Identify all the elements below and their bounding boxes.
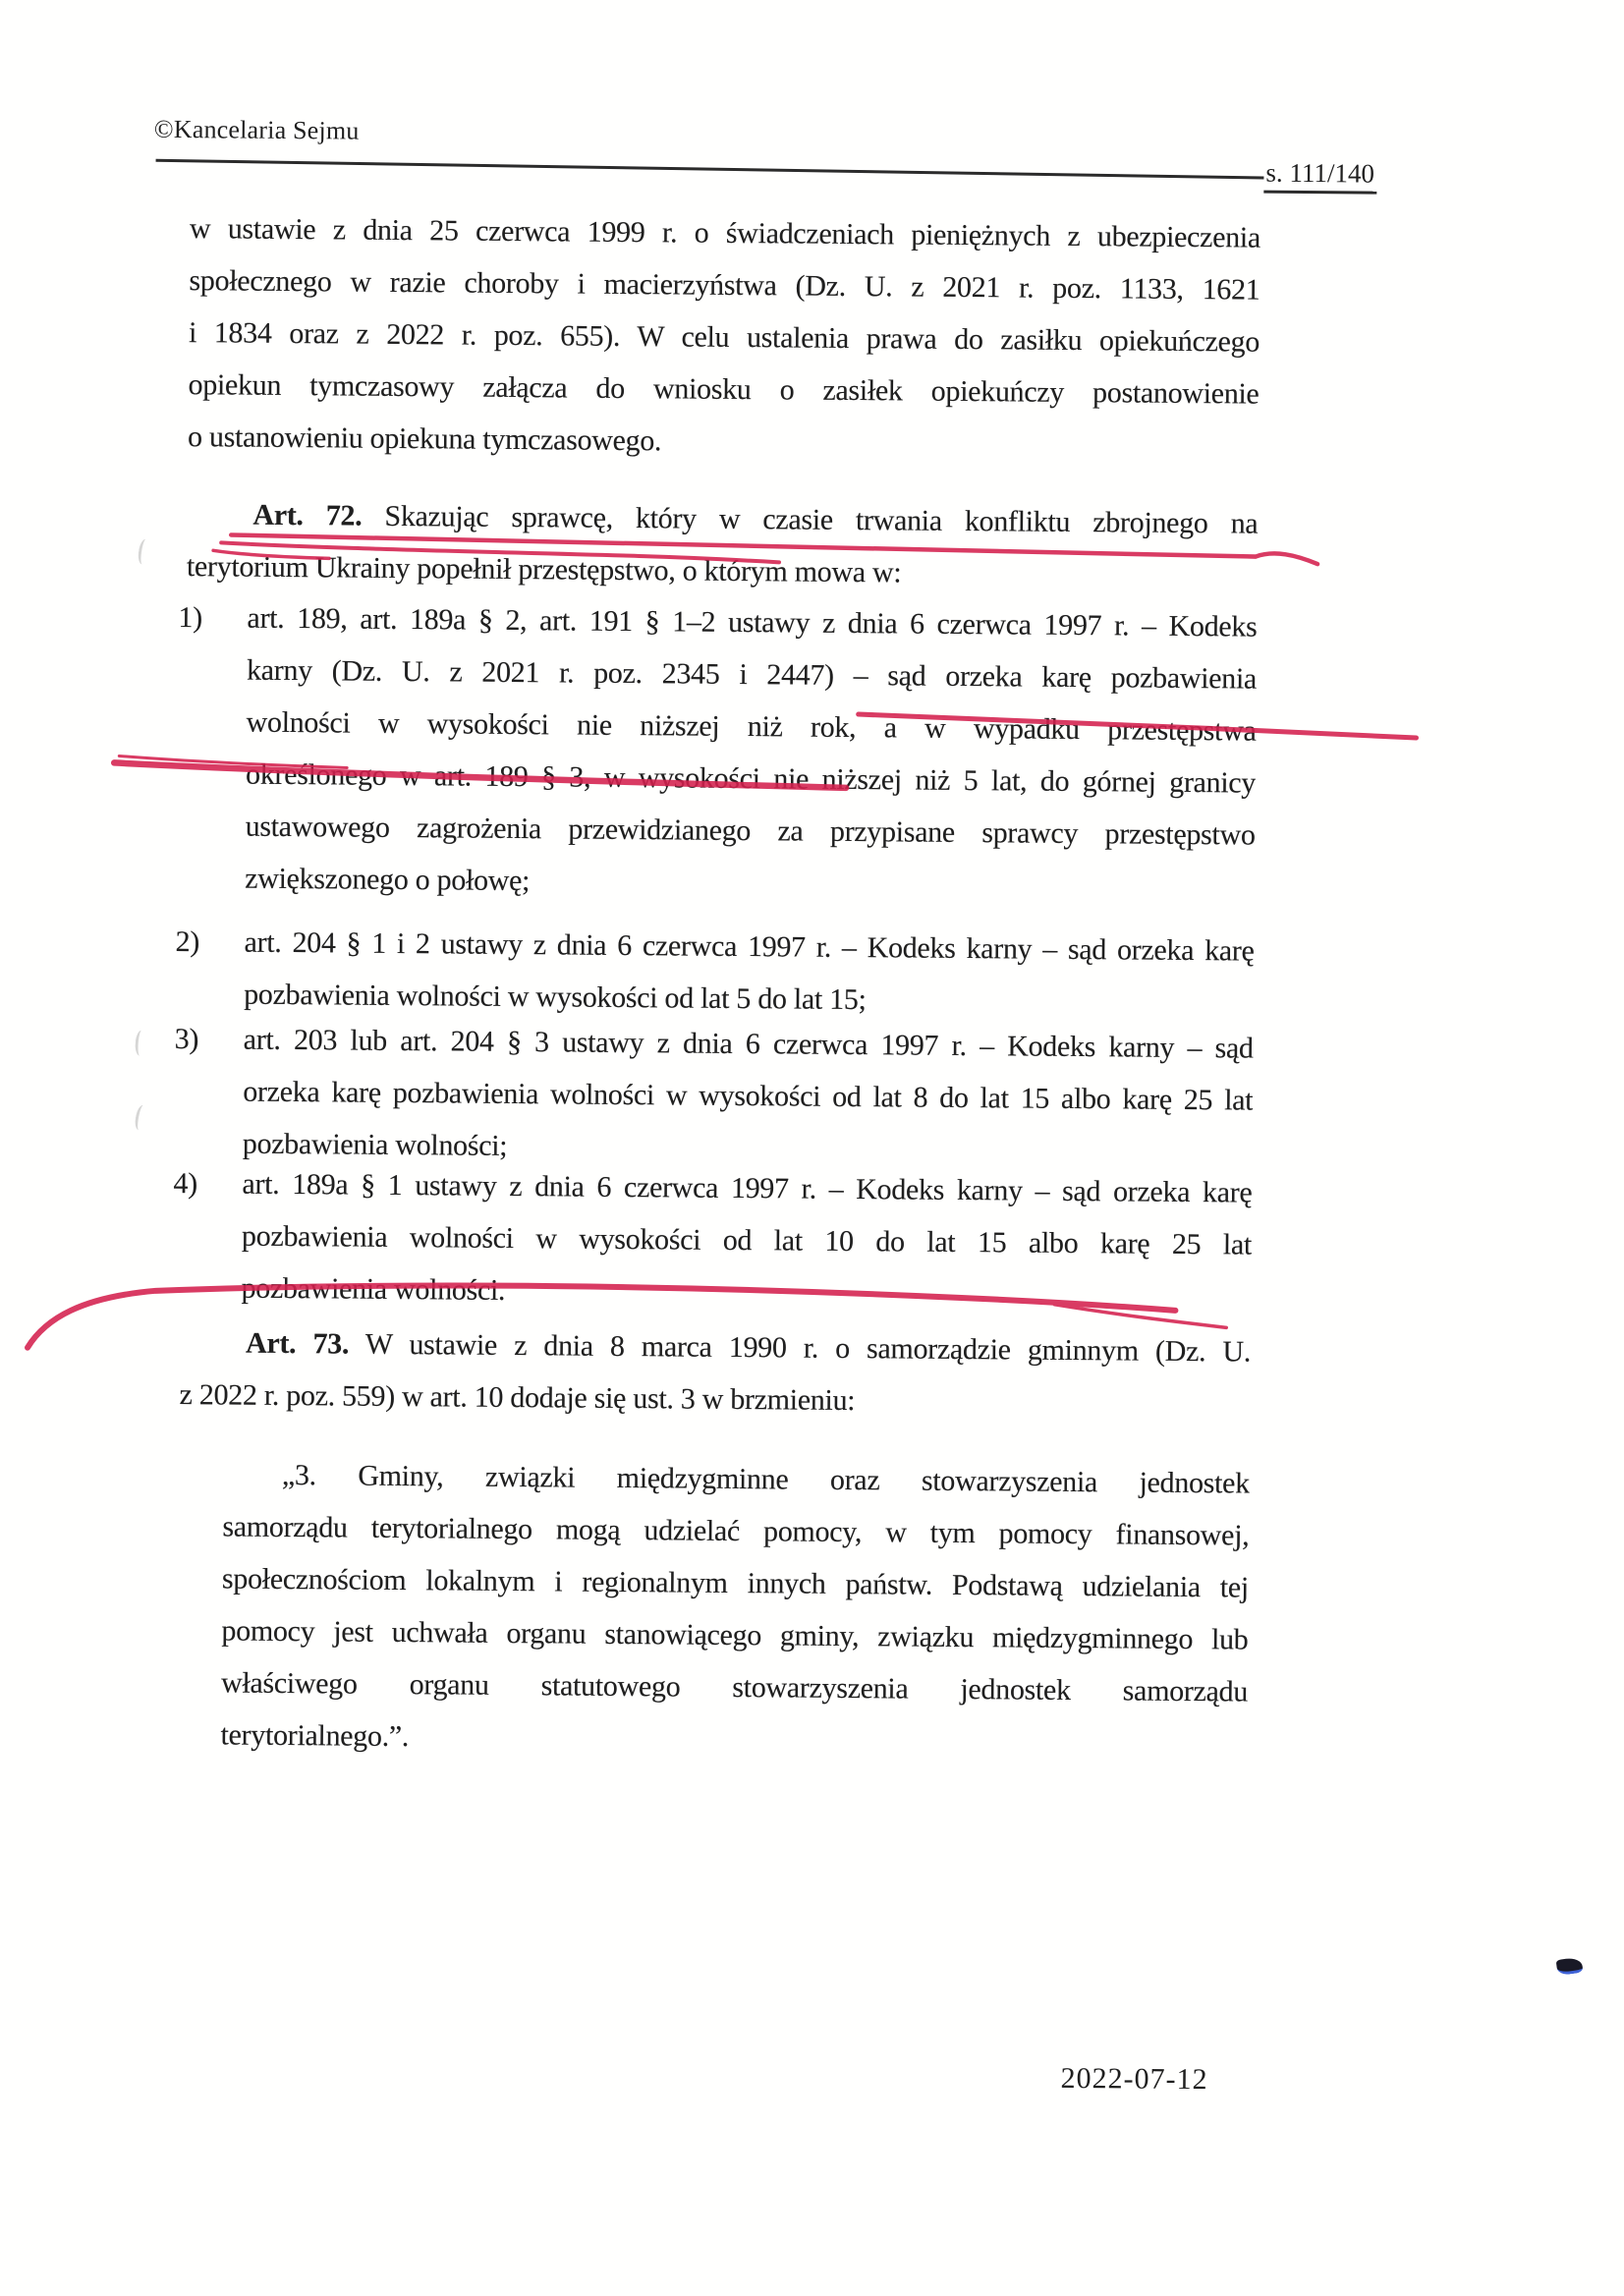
header-divider-rule [156, 159, 1264, 180]
quote-paragraph [176, 1448, 1250, 1769]
art72-heading-line [187, 488, 1258, 550]
paragraph-art73 [179, 1316, 1251, 1430]
ink-speck [1556, 1957, 1584, 1976]
intro-line: społecznego w razie choroby i macierzyństwa (Dz. U. z 2021 r. poz. 1133, 1621 [189, 264, 1260, 307]
item-line: ustawowego zagrożenia przewidzianego za przypisane sprawcy przestępstwo [245, 810, 1256, 852]
scan-artifact [135, 1030, 147, 1056]
item-line: art. 189, art. 189a § 2, art. 191 § 1–2 ustawy z dnia 6 czerwca 1997 r. – Kodeks [247, 601, 1258, 644]
art73-continuation-line: z 2022 r. poz. 559) w art. 10 dodaje się ust. 3 w brzmieniu: [179, 1378, 856, 1418]
list-item-3 [174, 1013, 1254, 1179]
art72-label: Art. 72. [252, 498, 363, 532]
item-number: 2) [175, 924, 200, 959]
footer-date: 2022-07-12 [1060, 2061, 1208, 2097]
list-item-4 [173, 1157, 1253, 1323]
item-line: art. 203 lub art. 204 § 3 ustawy z dnia 6 czerwca 1997 r. – Kodeks karny – sąd [243, 1023, 1254, 1065]
item-line: pozbawienia wolności. [241, 1271, 506, 1307]
scan-artifact [137, 538, 151, 565]
item-line: art. 189a § 1 ustawy z dnia 6 czerwca 1997 r. – Kodeks karny – sąd orzeka karę [242, 1167, 1253, 1209]
item-number: 3) [174, 1022, 199, 1056]
art72-continuation-line: terytorium Ukrainy popełnił przestępstwo, o którym mowa w: [186, 550, 902, 589]
list-item-2 [175, 916, 1255, 1030]
art72-heading-text: Skazując sprawcę, który w czasie trwania konfliktu zbrojnego na [384, 499, 1259, 540]
art73-heading-line [180, 1316, 1251, 1378]
art73-heading-text: W ustawie z dnia 8 marca 1990 r. o samorządzie gminnym (Dz. U. [364, 1327, 1252, 1369]
item-line: zwiększonego o połowę; [245, 862, 531, 898]
art73-label: Art. 73. [245, 1326, 350, 1361]
item-line: pozbawienia wolności w wysokości od lat 10 do lat 15 albo karę 25 lat [241, 1219, 1253, 1261]
item-line: określonego w art. 189 § 3, w wysokości nie niższej niż 5 lat, do górnej granicy [245, 757, 1257, 800]
intro-line: w ustawie z dnia 25 czerwca 1999 r. o świadczeniach pieniężnych z ubezpieczenia [189, 212, 1261, 254]
header-page-number: s. 111/140 [1263, 158, 1376, 195]
quote-line: społecznościom lokalnym i regionalnym innych państw. Podstawą udzielania tej [221, 1562, 1250, 1604]
quote-line: pomocy jest uchwała organu stanowiącego gminy, związku międzygminnego lub [221, 1614, 1249, 1656]
quote-line: samorządu terytorialnego mogą udzielać pomocy, w tym pomocy finansowej, [222, 1510, 1250, 1552]
quote-line: „3. Gminy, związki międzygminne oraz stowarzyszenia jednostek [281, 1458, 1251, 1500]
item-line: art. 204 § 1 i 2 ustawy z dnia 6 czerwca 1997 r. – Kodeks karny – sąd orzeka karę [244, 925, 1255, 968]
intro-line: i 1834 oraz z 2022 r. poz. 655). W celu ustalenia prawa do zasiłku opiekuńczego [188, 316, 1260, 359]
scan-artifact [134, 1104, 149, 1132]
quote-line: właściwego organu statutowego stowarzyszenia jednostek samorządu [220, 1666, 1249, 1708]
item-line: karny (Dz. U. z 2021 r. poz. 2345 i 2447) – sąd orzeka karę pozbawienia [246, 653, 1258, 696]
item-line: orzeka karę pozbawienia wolności w wysokości od lat 8 do lat 15 albo karę 25 lat [243, 1075, 1254, 1117]
item-number: 4) [173, 1166, 198, 1201]
intro-line: o ustanowieniu opiekuna tymczasowego. [187, 420, 662, 458]
header-publisher-label: ©Kancelaria Sejmu [153, 114, 360, 145]
list-item-1 [178, 591, 1258, 913]
intro-line: opiekun tymczasowy załącza do wniosku o zasiłek opiekuńczy postanowienie [188, 368, 1260, 411]
item-number: 1) [178, 600, 203, 635]
item-line: pozbawienia wolności; [242, 1127, 508, 1162]
paragraph-art72 [187, 488, 1259, 602]
item-line: pozbawienia wolności w wysokości od lat 5 do lat 15; [244, 978, 867, 1017]
item-line: wolności w wysokości nie niższej niż rok, a w wypadku przestępstwa [246, 705, 1257, 748]
quote-line: terytorialnego.”. [220, 1718, 410, 1754]
paragraph-intro [188, 202, 1260, 473]
